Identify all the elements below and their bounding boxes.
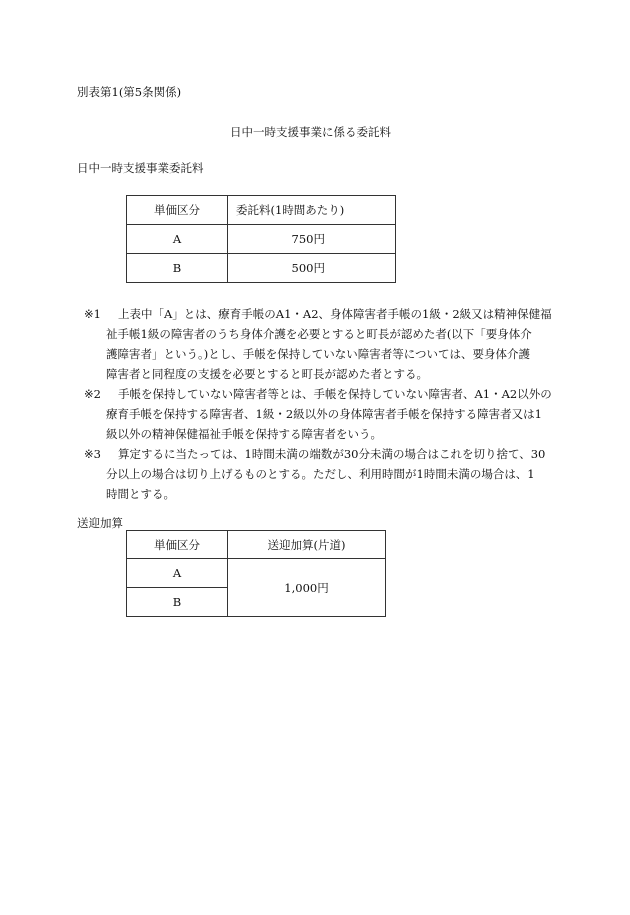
- note-mark: ※1: [84, 307, 101, 321]
- table-header-unit-category: 単価区分: [127, 531, 228, 559]
- table-header-row: [127, 531, 386, 559]
- table-cell-category: B: [127, 254, 228, 283]
- table-cell-category: A: [127, 559, 228, 588]
- table-row: [127, 225, 396, 254]
- section-heading-day-support: 日中一時支援事業委託料: [77, 161, 204, 175]
- page-title: 日中一時支援事業に係る委託料: [230, 125, 391, 139]
- document-reference: 別表第1(第5条関係): [77, 85, 182, 99]
- table-row: [127, 559, 386, 588]
- table-header-fee: 委託料(1時間あたり): [228, 196, 396, 225]
- note-line: 時間とする。: [106, 487, 175, 501]
- table-cell-transport-fee: 1,000円: [228, 559, 386, 617]
- note-mark: ※2: [84, 387, 101, 401]
- note-line: 級以外の精神保健福祉手帳を保持する障害者をいう。: [106, 427, 382, 441]
- note-line: 祉手帳1級の障害者のうち身体介護を必要とすると町長が認めた者(以下「要身体介: [106, 327, 532, 341]
- table-cell-category: B: [127, 588, 228, 617]
- table-header-unit-category: 単価区分: [127, 196, 228, 225]
- note-3: [84, 444, 556, 504]
- note-1: [84, 304, 556, 384]
- note-line: 護障害者」という。)とし、手帳を保持していない障害者等については、要身体介護: [106, 347, 531, 361]
- table-header-row: [127, 196, 396, 225]
- table-row: [127, 254, 396, 283]
- note-2: [84, 384, 556, 444]
- note-line: 分以上の場合は切り上げるものとする。ただし、利用時間が1時間未満の場合は、1: [106, 467, 535, 481]
- table-header-transport-fee: 送迎加算(片道): [228, 531, 386, 559]
- note-line: 障害者と同程度の支援を必要とすると町長が認めた者とする。: [106, 367, 428, 381]
- note-line: 手帳を保持していない障害者等とは、手帳を保持していない障害者、A1・A2以外の: [118, 387, 552, 401]
- note-line: 療育手帳を保持する障害者、1級・2級以外の身体障害者手帳を保持する障害者又は1: [106, 407, 542, 421]
- table-cell-fee: 750円: [228, 225, 396, 254]
- table-cell-category: A: [127, 225, 228, 254]
- section-heading-transport: 送迎加算: [77, 516, 123, 530]
- table-cell-fee: 500円: [228, 254, 396, 283]
- commission-fee-table: [126, 195, 396, 283]
- note-mark: ※3: [84, 447, 101, 461]
- note-line: 上表中「A」とは、療育手帳のA1・A2、身体障害者手帳の1級・2級又は精神保健福: [118, 307, 552, 321]
- note-line: 算定するに当たっては、1時間未満の端数が30分未満の場合はこれを切り捨て、30: [118, 447, 546, 461]
- transport-fee-table: [126, 530, 386, 617]
